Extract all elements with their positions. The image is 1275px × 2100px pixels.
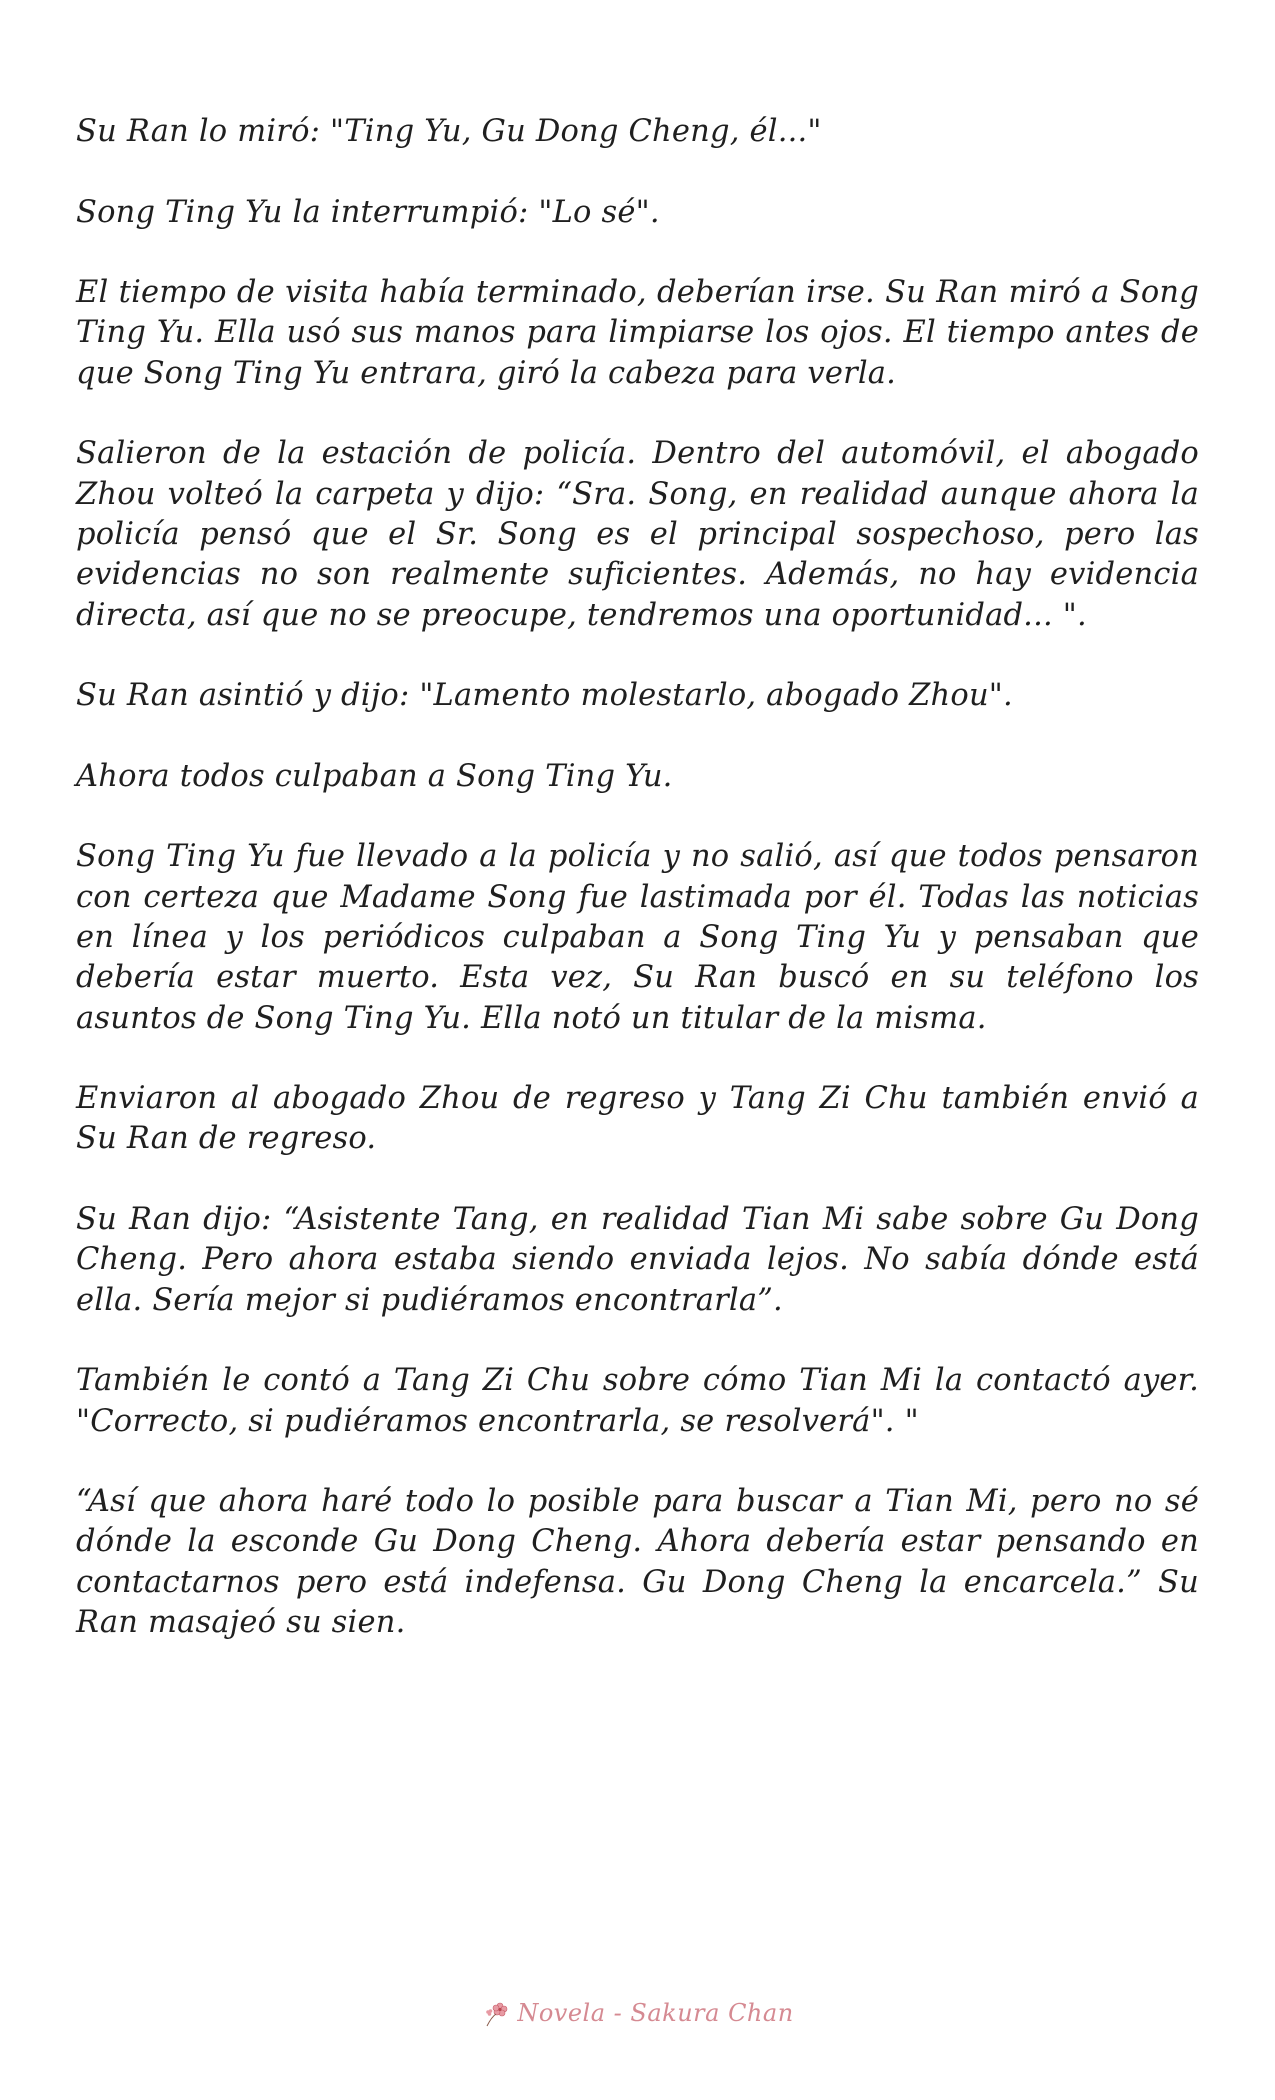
paragraph-7: Song Ting Yu fue llevado a la policía y no salió, así que todos pensaron con certeza que Madame Song fue lastimada por él. Todas las noticias en línea y los periódicos culpaban a Song Ting Yu y pensaban que debería estar muerto. Esta vez, Su Ran buscó en su teléfono los asuntos de Song Ting Yu. Ella notó un titular de la misma. (76, 839, 1199, 1036)
paragraph-9: Su Ran dijo: “Asistente Tang, en realidad Tian Mi sabe sobre Gu Dong Cheng. Pero ahora estaba siendo enviada lejos. No sabía dónde está ella. Sería mejor si pudiéramos encontrarla”. (76, 1202, 1199, 1318)
paragraph-4: Salieron de la estación de policía. Dentro del automóvil, el abogado Zhou volteó la carpeta y dijo: “Sra. Song, en realidad aunque ahora la policía pensó que el Sr. Song es el principal sospechoso, pero las evidencias no son realmente suficientes. Además, no hay evidencia directa, así que no se preocupe, tendremos una oportunidad... ". (76, 436, 1199, 633)
document-body (76, 112, 1199, 1684)
paragraph-10: También le contó a Tang Zi Chu sobre cómo Tian Mi la contactó ayer. "Correcto, si pudiéramos encontrarla, se resolverá". " (76, 1363, 1199, 1439)
footer-text: Novela - Sakura Chan (517, 1999, 794, 2027)
footer-watermark (0, 1998, 1275, 2028)
sakura-flower-icon (481, 1998, 511, 2028)
paragraph-6: Ahora todos culpaban a Song Ting Yu. (76, 758, 673, 794)
paragraph-11: “Así que ahora haré todo lo posible para buscar a Tian Mi, pero no sé dónde la esconde Gu Dong Cheng. Ahora debería estar pensando en contactarnos pero está indefensa. Gu Dong Cheng la encarcela.” Su Ran masajeó su sien. (76, 1484, 1199, 1640)
paragraph-1: Su Ran lo miró: "Ting Yu, Gu Dong Cheng, él..." (76, 114, 822, 149)
paragraph-5: Su Ran asintió y dijo: "Lamento molestarlo, abogado Zhou". (76, 678, 1013, 714)
paragraph-2: Song Ting Yu la interrumpió: "Lo sé". (76, 194, 660, 230)
paragraph-3: El tiempo de visita había terminado, deberían irse. Su Ran miró a Song Ting Yu. Ella usó sus manos para limpiarse los ojos. El tiempo antes de que Song Ting Yu entrara, giró la cabeza para verla. (76, 275, 1199, 391)
paragraph-8: Enviaron al abogado Zhou de regreso y Tang Zi Chu también envió a Su Ran de regreso. (76, 1081, 1199, 1157)
